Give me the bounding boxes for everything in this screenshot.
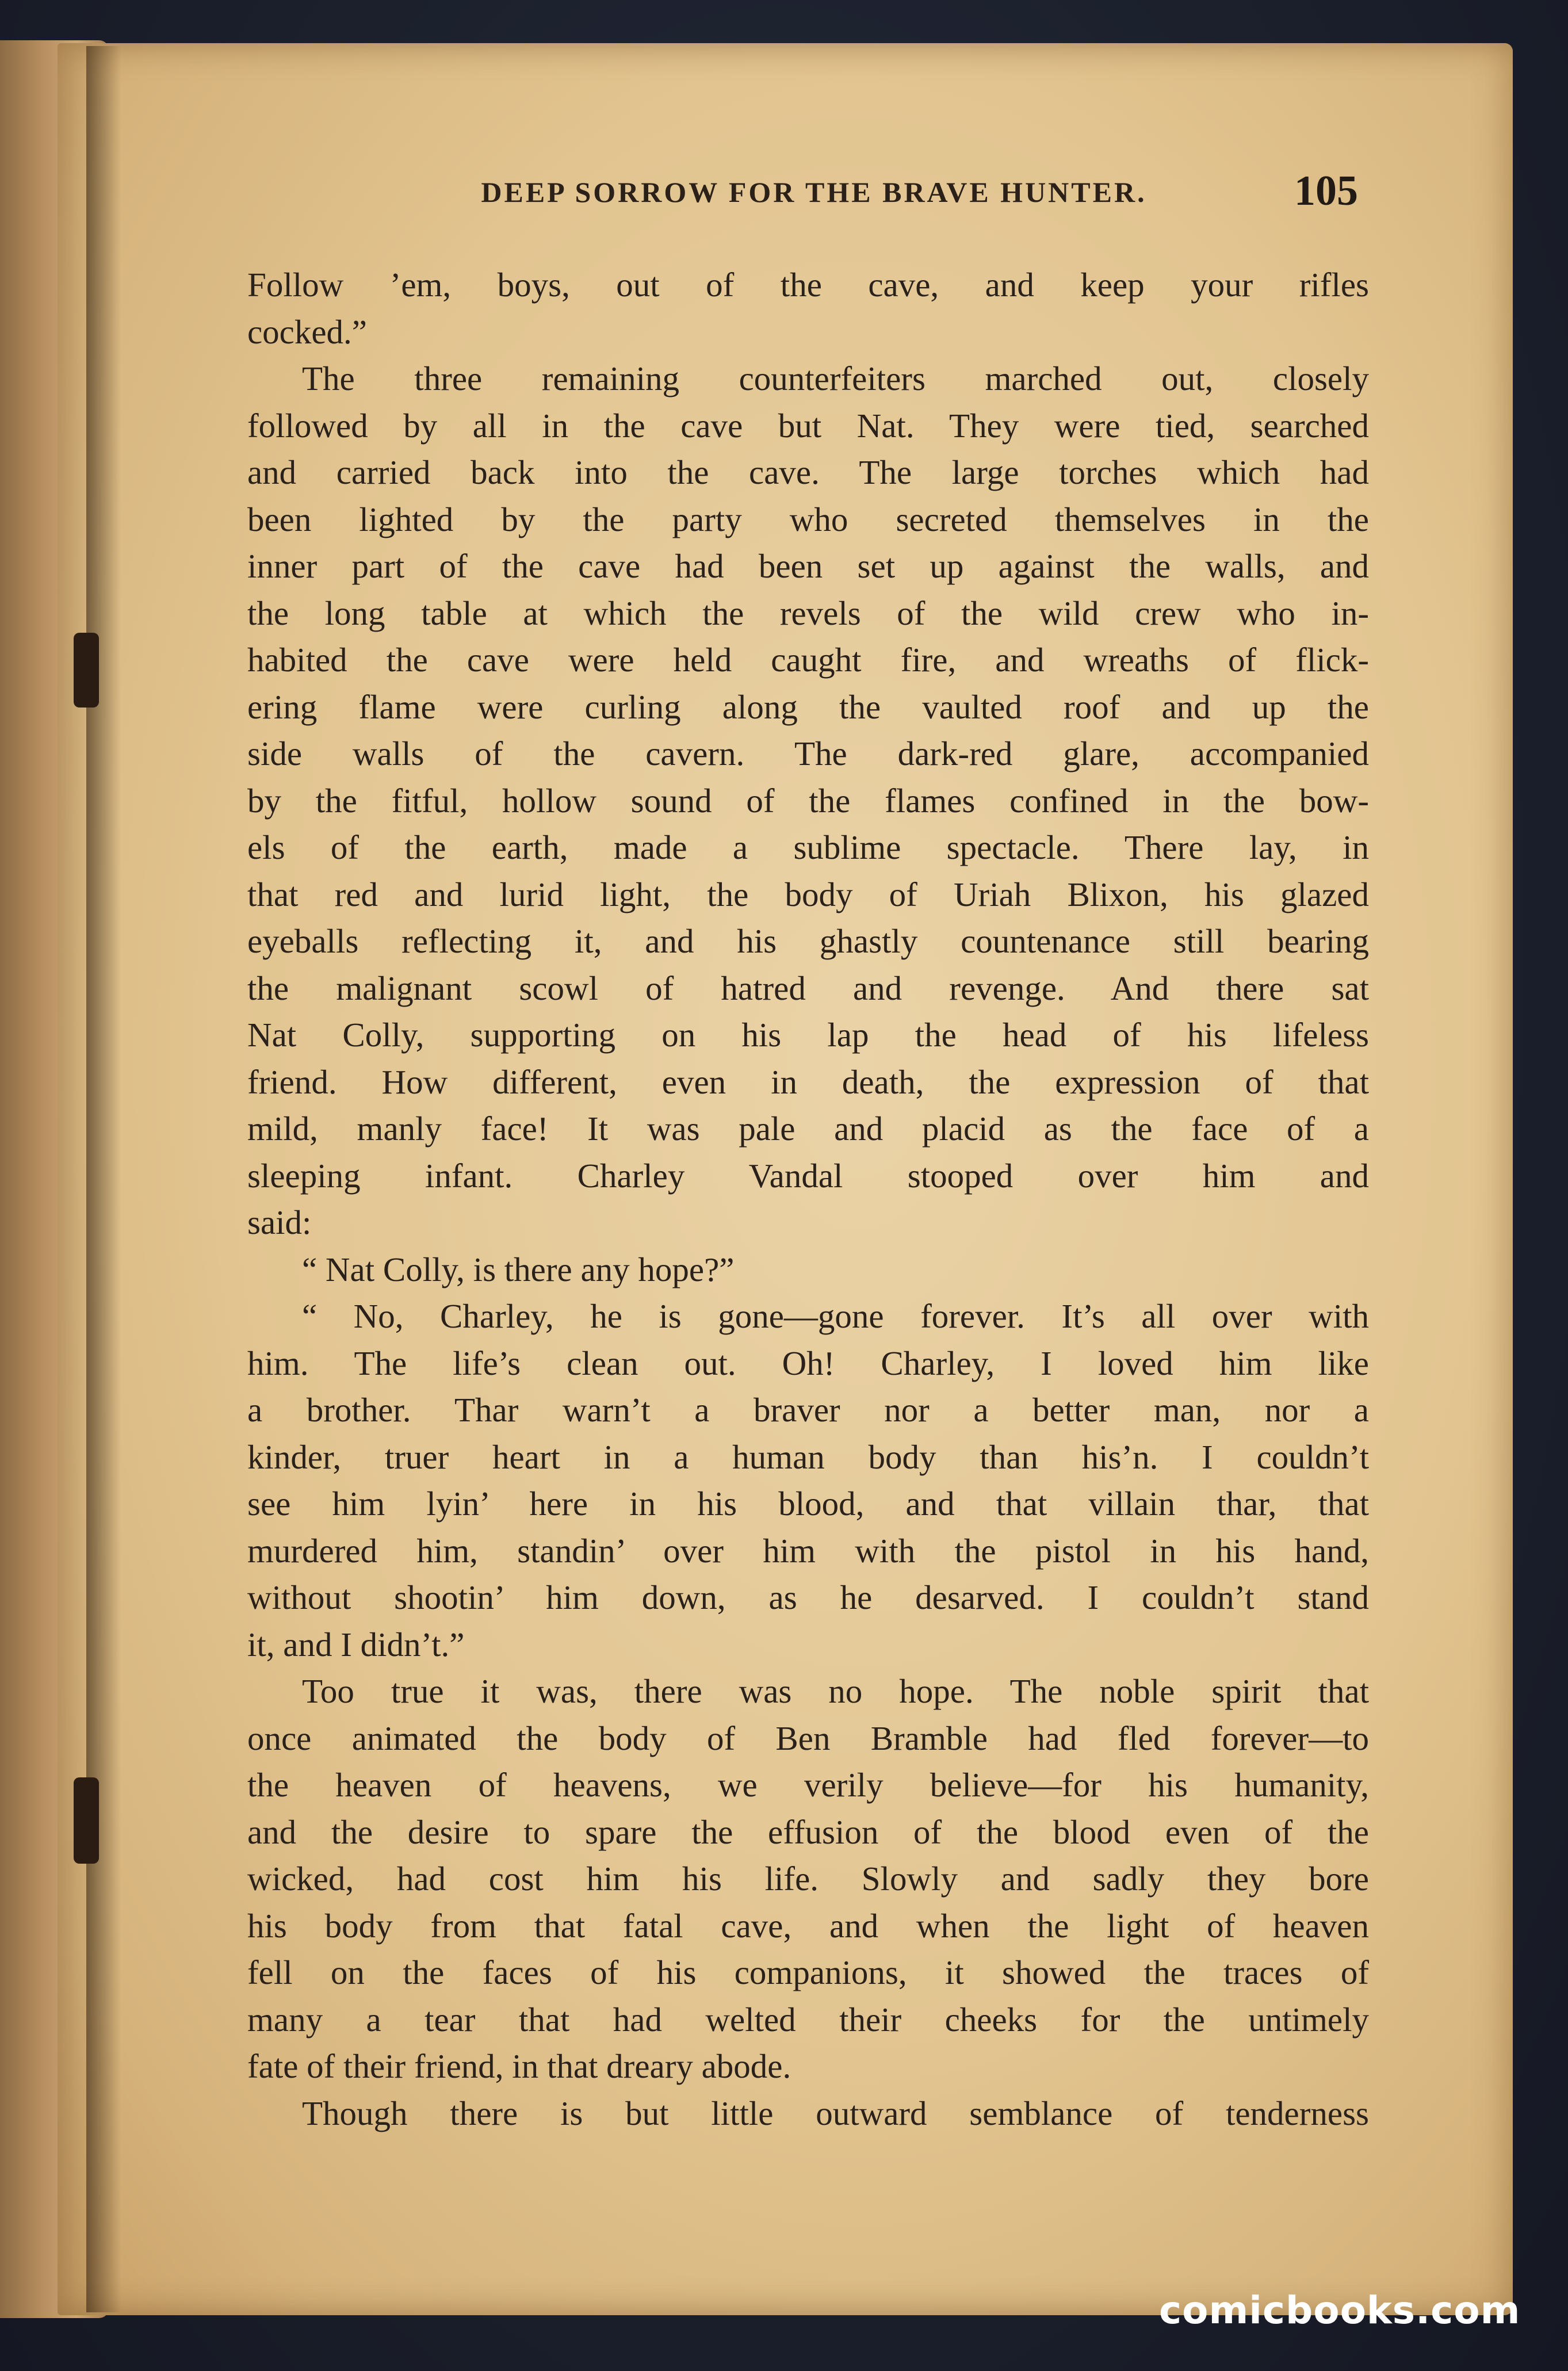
text-line: once animated the body of Ben Bramble had fled forever—to xyxy=(247,1719,1369,1757)
watermark-text: comicbooks.com xyxy=(1159,2288,1521,2332)
text-line: said: xyxy=(247,1203,312,1241)
text-line: mild, manly face! It was pale and placid as the face of a xyxy=(247,1110,1369,1148)
text-line: that red and lurid light, the body of Uriah Blixon, his glazed xyxy=(247,875,1369,913)
page-number: 105 xyxy=(1294,167,1358,215)
text-line: and carried back into the cave. The large torches which had xyxy=(247,453,1369,491)
text-line: kinder, truer heart in a human body than his’n. I couldn’t xyxy=(247,1437,1369,1476)
text-line: Nat Colly, supporting on his lap the head of his lifeless xyxy=(247,1016,1369,1054)
text-line: els of the earth, made a sublime spectacle. There lay, in xyxy=(247,828,1369,866)
text-line: “ Nat Colly, is there any hope?” xyxy=(302,1250,735,1288)
binding-thread-mark xyxy=(74,633,99,708)
text-line: it, and I didn’t.” xyxy=(247,1625,465,1663)
text-line: Though there is but little outward semblance of tenderness xyxy=(302,2094,1369,2132)
text-line: the malignant scowl of hatred and revenge. And there sat xyxy=(247,969,1369,1007)
text-line: many a tear that had welted their cheeks for the untimely xyxy=(247,2000,1369,2039)
text-line: been lighted by the party who secreted themselves in the xyxy=(247,500,1369,538)
running-head: DEEP SORROW FOR THE BRAVE HUNTER. xyxy=(481,176,1147,208)
text-line: ering flame were curling along the vaulted roof and up the xyxy=(247,687,1369,726)
text-line: and the desire to spare the effusion of the blood even of the xyxy=(247,1812,1369,1851)
text-line: Follow ’em, boys, out of the cave, and keep your rifles xyxy=(247,266,1369,304)
text-line: fell on the faces of his companions, it showed the traces of xyxy=(247,1953,1369,1991)
text-line: “ No, Charley, he is gone—gone forever. It’s all over with xyxy=(302,1297,1369,1335)
text-line: the long table at which the revels of the wild crew who in- xyxy=(247,594,1369,632)
text-line: him. The life’s clean out. Oh! Charley, I loved him like xyxy=(247,1344,1369,1382)
text-line: sleeping infant. Charley Vandal stooped over him and xyxy=(247,1156,1369,1195)
text-line: see him lyin’ here in his blood, and that villain thar, that xyxy=(247,1485,1369,1523)
text-line: side walls of the cavern. The dark-red glare, accompanied xyxy=(247,735,1369,773)
text-line: by the fitful, hollow sound of the flames confined in the bow- xyxy=(247,781,1369,820)
body-text xyxy=(247,262,1369,2137)
text-line: eyeballs reflecting it, and his ghastly countenance still bearing xyxy=(247,922,1369,960)
text-line: without shootin’ him down, as he desarved. I couldn’t stand xyxy=(247,1578,1369,1616)
text-line: fate of their friend, in that dreary abode. xyxy=(247,2047,791,2085)
binding-thread-mark xyxy=(74,1777,99,1864)
text-line: wicked, had cost him his life. Slowly and sadly they bore xyxy=(247,1860,1369,1898)
text-line: Too true it was, there was no hope. The noble spirit that xyxy=(302,1672,1369,1710)
text-line: inner part of the cave had been set up against the walls, and xyxy=(247,547,1369,585)
text-line: friend. How different, even in death, the expression of that xyxy=(247,1062,1369,1101)
text-line: The three remaining counterfeiters marched out, closely xyxy=(302,360,1369,397)
text-line: a brother. Thar warn’t a braver nor a better man, nor a xyxy=(247,1391,1369,1429)
text-line: habited the cave were held caught fire, and wreaths of flick- xyxy=(247,641,1369,679)
text-line: cocked.” xyxy=(247,312,367,351)
gutter-shadow xyxy=(86,46,121,2312)
text-line: the heaven of heavens, we verily believe—for his humanity, xyxy=(247,1766,1369,1804)
text-line: murdered him, standin’ over him with the pistol in his hand, xyxy=(247,1531,1369,1570)
text-line: his body from that fatal cave, and when the light of heaven xyxy=(247,1906,1369,1945)
text-line: followed by all in the cave but Nat. They were tied, searched xyxy=(247,406,1369,445)
